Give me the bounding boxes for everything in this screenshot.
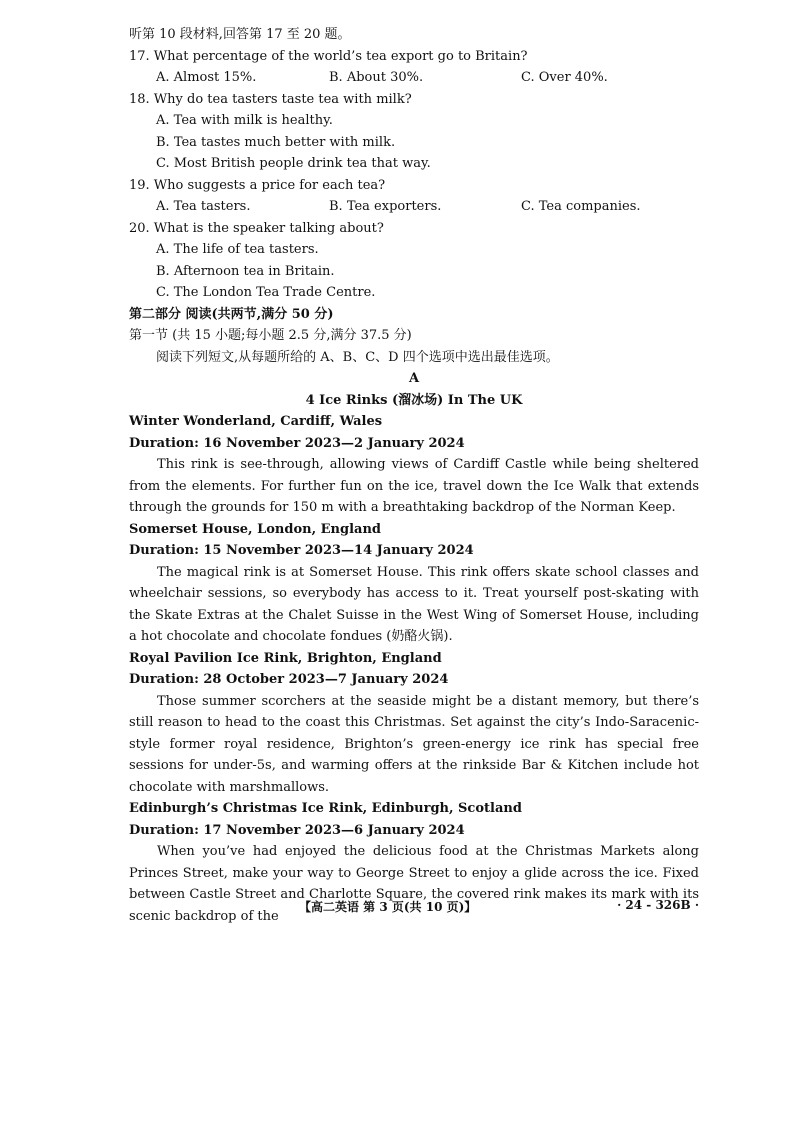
option-c: C. Over 40%. (521, 70, 608, 85)
passage-letter: A (408, 371, 420, 386)
rink-duration: Duration: 17 November 2023—6 January 2024 (129, 822, 465, 838)
footer-code: · 24 - 326B · (617, 898, 699, 912)
option-a: A. Tea tasters. (156, 199, 251, 214)
footer-page-info: 【高二英语 第 3 页(共 10 页)】 (299, 900, 477, 914)
option-a: A. Almost 15%. (156, 70, 257, 85)
listening-intro: 听第 10 段材料,回答第 17 至 20 题。 (129, 27, 351, 42)
rink-description: Those summer scorchers at the seaside might be a distant memory, but there’s still reason to head to the coast this Christmas. Set against the city’s Indo-Saracenic-style former royal residence, Brighton’s green-energy ice rink has special free sessions for under-5s, and warming offers at the rinkside Bar & Kitchen include hot chocolate with marshmallows. (129, 693, 699, 795)
rink-name: Somerset House, London, England (129, 521, 381, 537)
rink-duration: Duration: 15 November 2023—14 January 2024 (129, 543, 474, 558)
option-c: C. Tea companies. (521, 199, 641, 214)
option-b: B. Tea tastes much better with milk. (156, 134, 396, 150)
option-b: B. Afternoon tea in Britain. (156, 263, 335, 279)
rink-duration: Duration: 16 November 2023—2 January 2024 (129, 435, 465, 451)
rink-description: This rink is see-through, allowing views of Cardiff Castle while being sheltered from the elements. For further fun on the ice, travel down the Ice Walk that extends through the grounds for 150 m with a breathtaking backdrop of the Norman Keep. (129, 457, 699, 515)
rink-name: Edinburgh’s Christmas Ice Rink, Edinburgh, Scotland (129, 801, 522, 816)
option-b: B. Tea exporters. (329, 199, 442, 214)
page-footer (129, 898, 699, 920)
passage-title: 4 Ice Rinks (溜冰场) In The UK (305, 392, 523, 408)
rink-name: Royal Pavilion Ice Rink, Brighton, England (129, 650, 442, 666)
rink-duration: Duration: 28 October 2023—7 January 2024 (129, 672, 449, 687)
question-19-options (129, 196, 699, 218)
question-19: 19. Who suggests a price for each tea? (129, 177, 386, 193)
reading-instruction: 阅读下列短文,从每题所给的 A、B、C、D 四个选项中选出最佳选项。 (156, 349, 559, 365)
option-c: C. Most British people drink tea that way. (156, 156, 431, 171)
option-b: B. About 30%. (329, 70, 424, 85)
rink-description: When you’ve had enjoyed the delicious food at the Christmas Markets along Princes Street, make your way to George Street to enjoy a glide across the ice. Fixed between Castle Street and Charlotte Square, the covered rink makes its mark with its scenic backdrop of the (129, 844, 699, 924)
rink-name: Winter Wonderland, Cardiff, Wales (129, 414, 383, 429)
question-18: 18. Why do tea tasters taste tea with milk? (129, 91, 412, 107)
question-17-options (129, 67, 699, 89)
question-17: 17. What percentage of the world’s tea export go to Britain? (129, 48, 528, 64)
section-title: 第一节 (共 15 小题;每小题 2.5 分,满分 37.5 分) (129, 328, 412, 343)
rink-description: The magical rink is at Somerset House. This rink offers skate school classes and wheelchair sessions, so everybody has access to it. Treat yourself post-skating with the Skate Extras at the Chalet Suisse in the West Wing of Somerset House, including a hot chocolate and chocolate fondues (奶酪火锅). (129, 564, 699, 644)
option-c: C. The London Tea Trade Centre. (156, 285, 376, 300)
option-a: A. Tea with milk is healthy. (156, 113, 333, 128)
question-20: 20. What is the speaker talking about? (129, 220, 384, 236)
page-content (129, 24, 699, 927)
part-title: 第二部分 阅读(共两节,满分 50 分) (129, 306, 334, 322)
option-a: A. The life of tea tasters. (156, 242, 319, 257)
